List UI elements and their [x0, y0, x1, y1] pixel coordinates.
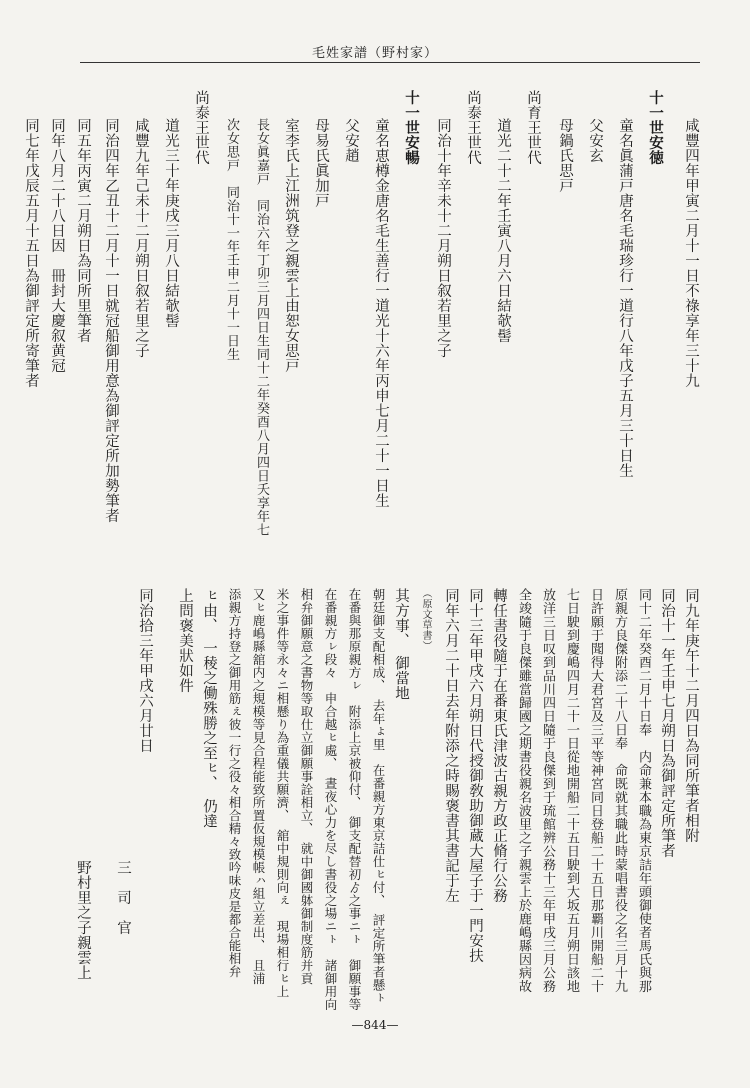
text-column: 同十三年甲戌六月朔日代授御敎助御蔵大屋子于一門安扶 — [467, 588, 483, 963]
text-column: 原親方良傑附添二十八日奉 命既就其職此時蒙唱書役之名三月十九 — [612, 588, 627, 993]
text-column: 母鍋氏思戸 — [557, 118, 573, 193]
source-note: （原文草書） — [420, 588, 431, 651]
header-rule — [80, 62, 700, 63]
text-column: 米之事件等永々ニ相懸り為重儀共願濟、 舘中規則向ぇ 現場相行ㇶ上 — [275, 588, 290, 998]
text-column: 在番與那原親方ㇾ 附添上京被仰付、 御支配替初ゟ之事ニㇳ 御願事等 — [347, 588, 362, 1011]
text-column: 童名眞蒲戸唐名毛瑞珍行一道行八年戊子五月三十日生 — [617, 118, 633, 478]
text-column: 七日駛到慶嶋四月二十一日從地開船二十五日駛到大坂五月朔日該地 — [564, 588, 579, 993]
text-column: 道光二十二年壬寅八月六日結欹髻 — [495, 118, 511, 343]
header-title: 毛姓家譜（野村家） — [311, 46, 438, 61]
text-column: 放洋三日叹到品川四日隨于良傑到于琉館辨公務十三年甲戌三月公務 — [540, 588, 555, 993]
text-column: 日許願于聞得大君宮及三平等神宮同日登船二十五日那覇川開船二十 — [588, 588, 603, 993]
text-column: 次女思戸 同治十一年壬申二月十一日生 — [224, 118, 239, 361]
text-column: 父安玄 — [587, 118, 603, 163]
text-column: 同十二年癸酉二月十日奉 内命兼本職為東京詰年頭御使者馬氏與那 — [636, 588, 651, 993]
text-column: 道光三十年庚戌三月八日結欹髻 — [163, 118, 179, 328]
generation-heading: 十一世安徳 — [647, 90, 664, 165]
reign-heading: 尚育王世代 — [525, 90, 541, 165]
text-column: 全竣隨于良傑雖當歸國之期書役親名波里之子親雲上於鹿嶋縣因病故 — [516, 588, 531, 993]
text-column: 同五年丙寅二月朔日為同所里筆者 — [75, 118, 91, 343]
text-column: 咸豐九年己未十二月朔日叙若里之子 — [133, 118, 149, 358]
text-column: 在番親方ㇾ段々 申合越ㇶ處、 晝夜心力を尽し書役之場ニㇳ 諸御用向 — [323, 588, 338, 1011]
signatory: 三 司 官 — [115, 860, 131, 935]
reign-heading: 尚泰王世代 — [465, 90, 481, 165]
recipient: 野村里之子親雲上 — [75, 860, 91, 980]
text-column: 同治四年乙丑十二月十一日就冠船御用意為御評定所加勢筆者 — [103, 118, 119, 523]
text-column: 轉任書役隨于在番東氏津波古親方政正脩行公務 — [491, 588, 507, 903]
reign-heading: 尚泰王世代 — [193, 90, 209, 165]
text-column: 又ㇶ鹿嶋縣舘内之規模等見合程能致所置仮規模帳ㇵ組立差出、 且浦 — [251, 588, 266, 985]
text-column: 咸豐四年甲寅二月十一日不祿享年三十九 — [683, 118, 699, 388]
text-column: 長女眞嘉戸 同治六年丁卯三月四日生同十二年癸酉八月四日夭享年七 — [254, 118, 269, 537]
text-column: 同七年戊辰五月十五日為御評定所寄筆者 — [23, 118, 39, 388]
page-number: —844— — [351, 1018, 399, 1032]
generation-heading: 十一世安暢 — [403, 90, 420, 165]
date-line: 同治拾三年甲戌六月廿日 — [137, 588, 153, 753]
text-column: 同年六月二十日去年附添之時賜褒書其書記于左 — [443, 588, 459, 903]
text-column: 同九年庚午十二月四日為同所筆者相附 — [683, 588, 699, 843]
text-column: 同治十一年壬申七月朔日為御評定所筆者 — [659, 588, 675, 858]
text-column: ㇶ由、 一稜之働殊勝之至ㇶ、 仍達 — [201, 588, 217, 829]
text-column: 上問褒美狀如件 — [177, 588, 193, 693]
text-column: 母易氏眞加戸 — [313, 118, 329, 208]
text-column: 同年八月二十八日因 冊封大慶叙黄冠 — [49, 118, 65, 373]
text-column: 其方事、 御當地 — [393, 588, 409, 701]
page-header — [0, 42, 750, 61]
text-column: 添親方持登之御用筋ぇ彼一行之役々相合精々致吟味皮是都合能相弁 — [227, 588, 242, 978]
text-column: 朝廷御支配相成、 去年ょ里 在番親方東京詰仕ㇶ付、 評定所筆者懸ㇳ — [371, 588, 386, 1005]
text-column: 相弁御願意之書物等取仕立御願事詮相立、 就中御國躰御制度筋并貢 — [299, 588, 314, 985]
text-column: 室李氏上江洲筑登之親雲上由恕女思戸 — [283, 118, 299, 373]
text-column: 同治十年辛未十二月朔日叙若里之子 — [435, 118, 451, 358]
text-column: 童名恵樽金唐名毛生善行一道光十六年丙申七月二十一日生 — [373, 118, 389, 508]
text-column: 父安趙 — [343, 118, 359, 163]
